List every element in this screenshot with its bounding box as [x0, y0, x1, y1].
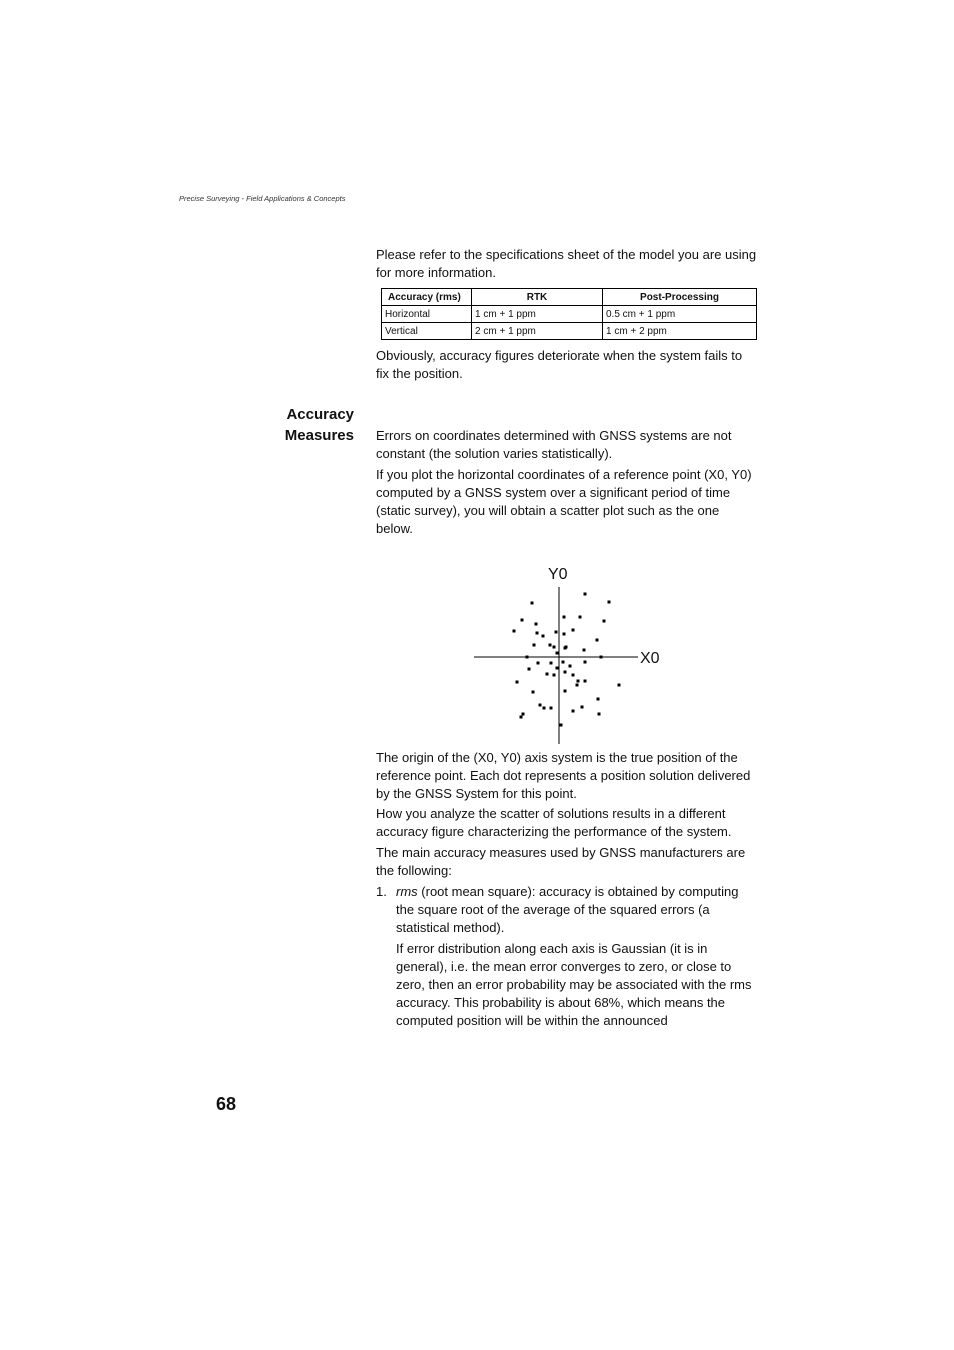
x-axis-label: X0 [640, 650, 660, 667]
scatter-point [556, 667, 559, 670]
scatter-point [564, 690, 567, 693]
scatter-point [550, 707, 553, 710]
scatter-point [565, 646, 568, 649]
paragraph-1: Errors on coordinates determined with GNSS systems are not constant (the solution varies statistically). [376, 428, 732, 461]
scatter-point [535, 623, 538, 626]
scatter-point [581, 706, 584, 709]
scatter-point [562, 661, 565, 664]
scatter-point [553, 674, 556, 677]
scatter-point [532, 691, 535, 694]
scatter-point [576, 684, 579, 687]
table-cell: 1 cm + 1 ppm [472, 306, 603, 323]
scatter-point [584, 661, 587, 664]
scatter-point [549, 644, 552, 647]
scatter-point [513, 630, 516, 633]
list-item-definition: (root mean square): accuracy is obtained by computing the square root of the average of the squared errors (a statistical method). [396, 884, 739, 935]
paragraph-4: How you analyze the scatter of solutions results in a different accuracy figure characterizing the performance of the system. [376, 806, 732, 839]
running-header: Precise Surveying - Field Applications & Concepts [179, 194, 346, 203]
scatter-points [513, 593, 621, 727]
scatter-point [531, 602, 534, 605]
after-table-text: Obviously, accuracy figures deteriorate when the system fails to fix the position. [376, 348, 743, 381]
table-header-cell: Post-Processing [603, 289, 757, 306]
scatter-point [550, 662, 553, 665]
scatter-point [603, 620, 606, 623]
table-row [382, 306, 757, 323]
table-cell: 0.5 cm + 1 ppm [603, 306, 757, 323]
section-heading [285, 404, 354, 446]
scatter-point [522, 713, 525, 716]
table-cell: 2 cm + 1 ppm [472, 323, 603, 340]
table-row [382, 323, 757, 340]
y-axis-label: Y0 [548, 566, 568, 583]
scatter-point [572, 710, 575, 713]
section-heading-line1: Accuracy [286, 406, 354, 423]
scatter-plot [460, 560, 670, 750]
section-body-bottom [376, 749, 757, 1030]
scatter-point [546, 673, 549, 676]
scatter-point [539, 704, 542, 707]
scatter-point [598, 713, 601, 716]
scatter-point [584, 593, 587, 596]
list-item-text [396, 883, 757, 937]
scatter-point [521, 619, 524, 622]
intro-paragraph [376, 246, 757, 282]
list-item [376, 883, 757, 1030]
after-table-paragraph [376, 347, 757, 383]
scatter-point [536, 632, 539, 635]
scatter-point [528, 668, 531, 671]
scatter-point [600, 656, 603, 659]
page-number: 68 [216, 1094, 237, 1114]
scatter-point [569, 665, 572, 668]
scatter-point [520, 716, 523, 719]
table-cell: Horizontal [382, 306, 472, 323]
scatter-point [563, 616, 566, 619]
scatter-point [563, 633, 566, 636]
scatter-point [526, 656, 529, 659]
scatter-point [555, 631, 558, 634]
list-item-term: rms [396, 884, 418, 899]
scatter-point [597, 698, 600, 701]
list-item-continuation: If error distribution along each axis is Gaussian (it is in general), i.e. the mean error converges to zero, or close to zero, then an error probability may be associated with the rms accuracy. This probability is about 68%, which means the computed position will be within the announced [396, 941, 752, 1028]
scatter-point [584, 680, 587, 683]
paragraph-5: The main accuracy measures used by GNSS manufacturers are the following: [376, 845, 746, 878]
table-cell: 1 cm + 2 ppm [603, 323, 757, 340]
scatter-point [564, 671, 567, 674]
section-body-top [376, 427, 757, 538]
scatter-point [533, 644, 536, 647]
table-header-cell: Accuracy (rms) [382, 289, 472, 306]
scatter-point [583, 649, 586, 652]
scatter-point [553, 646, 556, 649]
scatter-point [516, 681, 519, 684]
scatter-point [608, 601, 611, 604]
scatter-point [618, 684, 621, 687]
intro-text: Please refer to the specifications sheet of the model you are using for more information. [376, 247, 757, 280]
scatter-point [542, 635, 545, 638]
section-heading-line2: Measures [284, 427, 354, 444]
scatter-point [543, 707, 546, 710]
scatter-point [572, 674, 575, 677]
table-header-row [382, 289, 757, 306]
scatter-point [537, 662, 540, 665]
scatter-point [579, 616, 582, 619]
paragraph-2: If you plot the horizontal coordinates of a reference point (X0, Y0) computed by a GNSS system over a significant period of time (static survey), you will obtain a scatter plot such as the one below. [376, 467, 752, 536]
scatter-point [560, 724, 563, 727]
table-header-cell: RTK [472, 289, 603, 306]
scatter-point [556, 652, 559, 655]
list-item-number: 1. [376, 884, 387, 899]
scatter-point [596, 639, 599, 642]
table-cell: Vertical [382, 323, 472, 340]
accuracy-table [381, 288, 757, 340]
scatter-point [577, 680, 580, 683]
paragraph-3: The origin of the (X0, Y0) axis system is the true position of the reference point. Each dot represents a position solution delivered by the GNSS System for this point. [376, 750, 751, 801]
scatter-point [572, 629, 575, 632]
